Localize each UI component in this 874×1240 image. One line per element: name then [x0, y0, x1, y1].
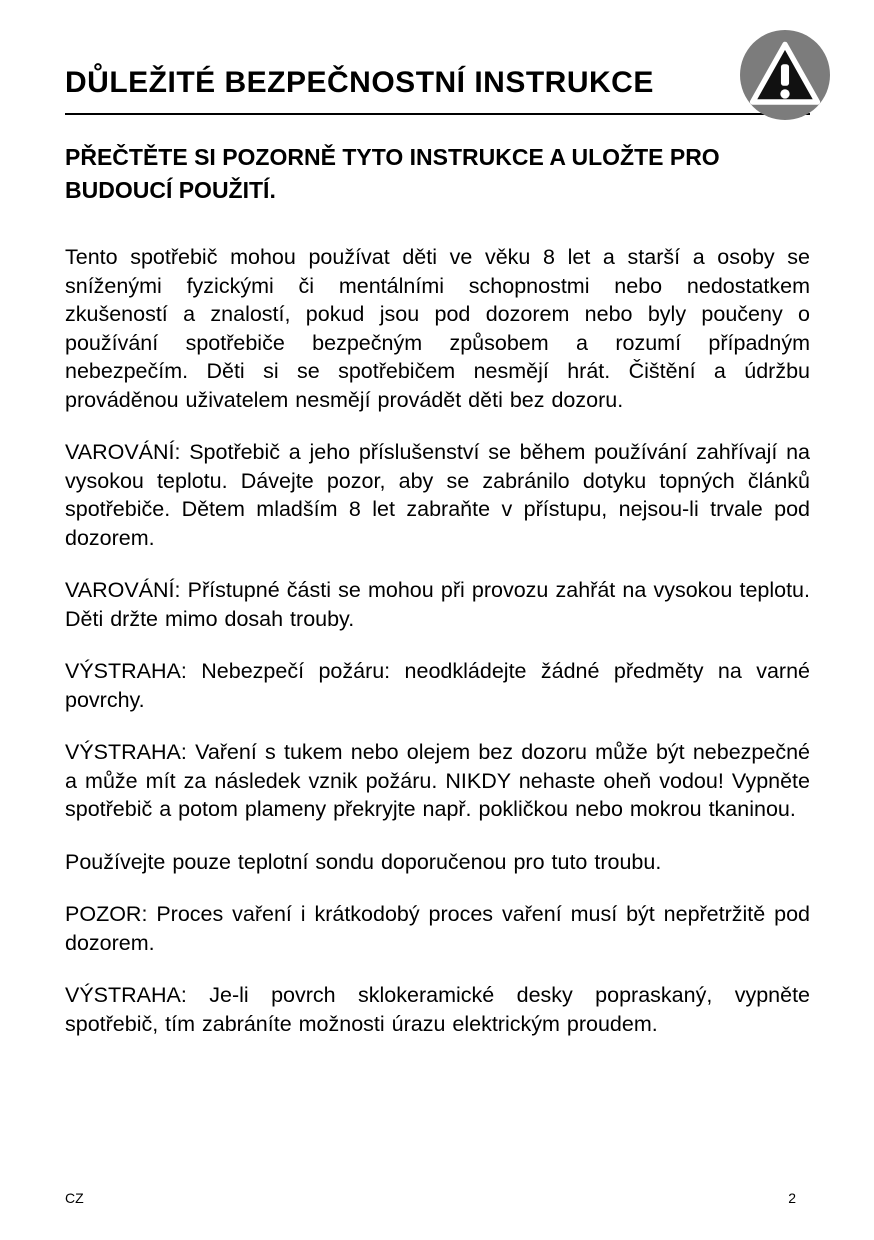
footer-page-number: 2 — [788, 1190, 796, 1206]
body-paragraph-temperature-probe: Používejte pouze teplotní sondu doporučenou pro tuto troubu. — [65, 849, 662, 874]
body-paragraph-caution-fat-oil: VÝSTRAHA: Vaření s tukem nebo olejem bez dozoru může být nebezpečné a může mít za následek vznik požáru. NIKDY nehaste oheň vodou! Vypněte spotřebič a potom plameny překryjte např. pokličkou nebo mokrou tkaninou. — [65, 740, 810, 821]
footer — [65, 1190, 796, 1206]
body-paragraph-attention-supervision: POZOR: Proces vaření i krátkodobý proces vaření musí být nepřetržitě pod dozorem. — [65, 902, 810, 955]
intro-heading: PŘEČTĚTE SI POZORNĚ TYTO INSTRUKCE A ULOŽTE PRO BUDOUCÍ POUŽITÍ. — [65, 144, 720, 203]
body-paragraph-caution-cracked-surface: VÝSTRAHA: Je-li povrch sklokeramické desky popraskaný, vypněte spotřebič, tím zabráníte možnosti úrazu elektrickým proudem. — [65, 983, 810, 1036]
header — [65, 0, 810, 115]
footer-language-code: CZ — [65, 1190, 84, 1206]
body-paragraph-warning-accessible-parts: VAROVÁNÍ: Přístupné části se mohou při provozu zahřát na vysokou teplotu. Děti držte mimo dosah trouby. — [65, 578, 810, 631]
body-copy — [65, 243, 810, 1038]
body-paragraph-caution-fire-risk: VÝSTRAHA: Nebezpečí požáru: neodkládejte žádné předměty na varné povrchy. — [65, 659, 810, 712]
body-paragraph-children-usage: Tento spotřebič mohou používat děti ve věku 8 let a starší a osoby se sníženými fyzickými či mentálními schopnostmi nebo nedostatkem zkušeností a znalostí, pokud jsou pod dozorem nebo byly poučeny o používání spotřebiče bezpečným způsobem a rozumí případným nebezpečím. Děti si se spotřebičem nesmějí hrát. Čištění a údržbu prováděnou uživatelem nesmějí provádět děti bez dozoru. — [65, 245, 810, 412]
warning-icon-exclamation-bar — [781, 64, 789, 86]
content-area — [65, 0, 810, 1038]
title-divider — [65, 113, 810, 115]
warning-triangle-icon — [740, 30, 830, 120]
body-paragraph-warning-hot-surfaces: VAROVÁNÍ: Spotřebič a jeho příslušenství se během používání zahřívají na vysokou teplotu. Dávejte pozor, aby se zabránilo dotyku topných článků spotřebiče. Dětem mladším 8 let zabraňte v přístupu, nejsou-li trvale pod dozorem. — [65, 440, 810, 550]
page-title: DŮLEŽITÉ BEZPEČNOSTNÍ INSTRUKCE — [65, 66, 654, 99]
warning-icon-exclamation-dot — [780, 89, 789, 98]
